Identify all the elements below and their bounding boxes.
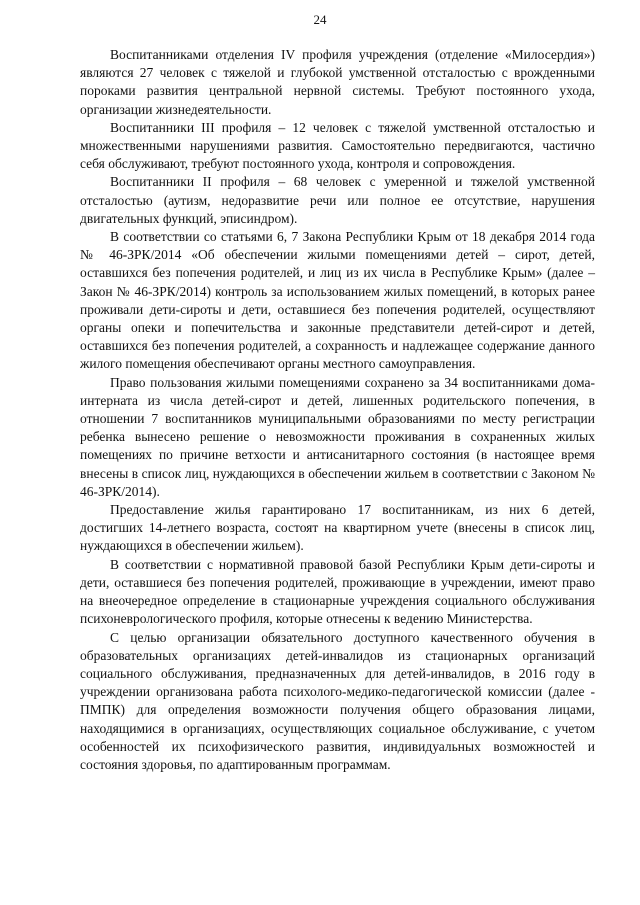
paragraph-housing-rights: Право пользования жилыми помещениями сохранено за 34 воспитанниками дома-интерната из числа детей-сирот и детей, лишенных родительского попечения, в отношении 7 воспитанников муниципальными образованиями по месту регистрации ребенка вынесено решение о невозможности проживания в сохраненных жилых помещениях по причине ветхости и антисанитарного состояния (в настоящее время внесены в список лиц, нуждающихся в обеспечении жильем в соответствии с Законом № 46-ЗРК/2014). — [80, 374, 595, 499]
paragraph-pmpk: С целью организации обязательного доступного качественного обучения в образовательных организациях детей-инвалидов из стационарных организаций социального обслуживания, предназначенных для детей-инвалидов, в 2016 году в учреждении организована работа психолого-медико-педагогической комиссии (далее - ПМПК) для определения возможности получения общего образования лицами, находящимися в организациях, осуществляющих социальное обслуживание, с учетом особенностей их психофизического развития, индивидуальных возможностей и состояния здоровья, по адаптированным программам. — [80, 629, 595, 772]
paragraph-placement: В соответствии с нормативной правовой базой Республики Крым дети-сироты и дети, оставшиеся без попечения родителей, проживающие в учреждении, имеют право на внеочередное определение в стационарные учреждения социального обслуживания психоневрологического профиля, которые отнесены к ведению Министерства. — [80, 556, 595, 627]
paragraph-housing-law: В соответствии со статьями 6, 7 Закона Республики Крым от 18 декабря 2014 года № 46-ЗРК/2014 «Об обеспечении жилыми помещениями детей – сирот, детей, оставшихся без попечения родителей, и лиц из их числа в Республике Крым» (далее – Закон № 46-ЗРК/2014) контроль за использованием жилых помещений, в которых ранее проживали дети-сироты и дети, оставшиеся без попечения родителей, осуществляют органы опеки и попечительства и законные представители детей-сирот и детей, оставшихся без попечения родителей, а сохранность и надлежащее содержание данного жилого помещения обеспечивают органы местного самоуправления. — [80, 229, 595, 372]
paragraph-profile-iii: Воспитанники III профиля – 12 человек с тяжелой умственной отсталостью и множественными нарушениями развития. Самостоятельно передвигаются, частично себя обслуживают, требуют постоянного ухода, контроля и сопровождения. — [80, 119, 595, 172]
paragraph-profile-ii: Воспитанники II профиля – 68 человек с умеренной и тяжелой умственной отсталостью (аутизм, недоразвитие речи или полное ее отсутствие, нарушения двигательных функций, эписиндром). — [80, 174, 595, 226]
paragraph-housing-guarantee: Предоставление жилья гарантировано 17 воспитанникам, из них 6 детей, достигших 14-летнего возраста, состоят на квартирном учете (внесены в список лиц, нуждающихся в обеспечении жильем). — [80, 502, 595, 554]
page-number: 24 — [313, 12, 327, 27]
document-body — [80, 46, 595, 774]
paragraph-profile-iv: Воспитанниками отделения IV профиля учреждения (отделение «Милосердия») являются 27 человек с тяжелой и глубокой умственной отсталостью с врожденными пороками развития центральной нервной системы. Требуют постоянного ухода, организации жизнедеятельности. — [80, 47, 595, 117]
